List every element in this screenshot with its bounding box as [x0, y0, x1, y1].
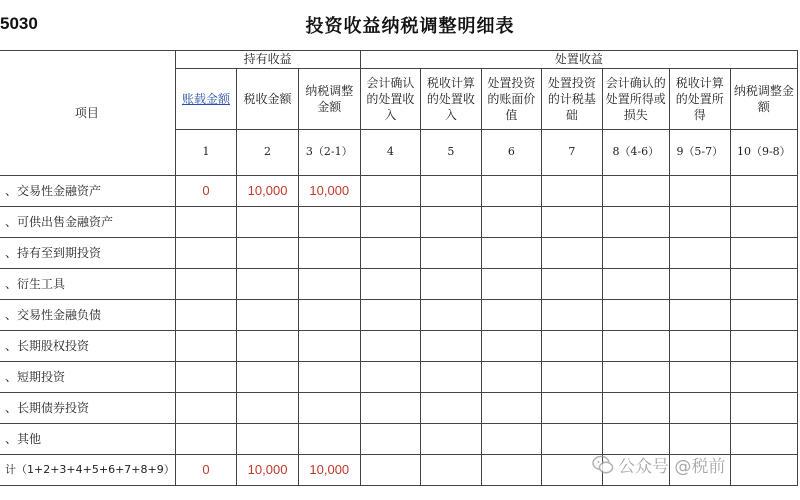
cell-value	[175, 300, 236, 331]
wechat-icon	[592, 455, 614, 475]
row-label: 、长期债券投资	[0, 393, 175, 424]
cell-empty	[360, 176, 421, 207]
cell-empty	[421, 455, 482, 486]
cell-empty	[602, 331, 669, 362]
cell-value	[298, 300, 360, 331]
cell-empty	[542, 269, 603, 300]
header-col-6: 处置投资的账面价值	[481, 69, 542, 130]
cell-empty	[602, 424, 669, 455]
header-col-9: 税收计算的处置所得	[669, 69, 730, 130]
cell-empty	[669, 176, 730, 207]
cell-empty	[360, 300, 421, 331]
cell-empty	[602, 269, 669, 300]
cell-value	[175, 269, 236, 300]
header-col-8: 会计确认的处置所得或损失	[602, 69, 669, 130]
header-col-3: 纳税调整金额	[298, 69, 360, 130]
cell-empty	[669, 207, 730, 238]
col-number-6: 6	[481, 130, 542, 176]
row-label: 、其他	[0, 424, 175, 455]
header-col-5: 税收计算的处置收入	[421, 69, 482, 130]
cell-value	[298, 238, 360, 269]
cell-empty	[421, 362, 482, 393]
cell-value	[298, 424, 360, 455]
row-label: 、交易性金融负债	[0, 300, 175, 331]
cell-empty	[481, 424, 542, 455]
header-col-1: 账载金额	[175, 69, 236, 130]
cell-empty	[481, 455, 542, 486]
cell-empty	[360, 331, 421, 362]
row-label: 、短期投资	[0, 362, 175, 393]
cell-empty	[730, 393, 797, 424]
cell-empty	[669, 362, 730, 393]
row-label: 计（1+2+3+4+5+6+7+8+9）	[0, 455, 175, 486]
cell-empty	[669, 393, 730, 424]
cell-empty	[730, 331, 797, 362]
header-group-hold: 持有收益	[175, 51, 360, 69]
cell-empty	[481, 269, 542, 300]
cell-empty	[602, 300, 669, 331]
cell-value	[298, 331, 360, 362]
cell-empty	[542, 238, 603, 269]
cell-empty	[360, 269, 421, 300]
cell-empty	[730, 455, 797, 486]
cell-empty	[360, 207, 421, 238]
cell-empty	[602, 207, 669, 238]
table-row	[0, 207, 798, 238]
cell-empty	[669, 269, 730, 300]
cell-empty	[360, 238, 421, 269]
row-label: 、持有至到期投资	[0, 238, 175, 269]
table-row	[0, 238, 798, 269]
cell-value	[298, 362, 360, 393]
cell-value	[237, 362, 299, 393]
cell-empty	[481, 362, 542, 393]
cell-empty	[481, 176, 542, 207]
table-row	[0, 424, 798, 455]
cell-empty	[421, 207, 482, 238]
tax-adjustment-table	[0, 50, 798, 486]
cell-value	[175, 238, 236, 269]
header-col-4: 会计确认的处置收入	[360, 69, 421, 130]
col-number-7: 7	[542, 130, 603, 176]
cell-value	[175, 393, 236, 424]
col-number-4: 4	[360, 130, 421, 176]
cell-value: 0	[175, 455, 236, 486]
cell-value: 10,000	[298, 455, 360, 486]
cell-empty	[730, 176, 797, 207]
cell-empty	[421, 176, 482, 207]
cell-empty	[360, 455, 421, 486]
cell-value	[298, 269, 360, 300]
cell-empty	[360, 424, 421, 455]
cell-empty	[542, 362, 603, 393]
cell-empty	[669, 238, 730, 269]
cell-value: 10,000	[298, 176, 360, 207]
cell-empty	[421, 269, 482, 300]
cell-empty	[730, 300, 797, 331]
header-col-2: 税收金额	[237, 69, 299, 130]
cell-value	[237, 424, 299, 455]
cell-empty	[669, 300, 730, 331]
cell-empty	[730, 238, 797, 269]
cell-empty	[481, 393, 542, 424]
cell-empty	[730, 207, 797, 238]
cell-empty	[481, 207, 542, 238]
cell-value: 10,000	[237, 176, 299, 207]
cell-value	[175, 362, 236, 393]
cell-empty	[602, 393, 669, 424]
cell-empty	[542, 176, 603, 207]
cell-value	[175, 331, 236, 362]
table-row	[0, 331, 798, 362]
col-number-1: 1	[175, 130, 236, 176]
cell-empty	[542, 393, 603, 424]
cell-empty	[421, 331, 482, 362]
cell-empty	[669, 331, 730, 362]
cell-empty	[481, 238, 542, 269]
cell-empty	[481, 300, 542, 331]
row-label: 、交易性金融资产	[0, 176, 175, 207]
watermark	[592, 452, 725, 477]
cell-value	[237, 393, 299, 424]
cell-empty	[542, 331, 603, 362]
table-row	[0, 393, 798, 424]
watermark-text: 公众号 @税前	[618, 457, 726, 477]
cell-empty	[669, 424, 730, 455]
cell-empty	[730, 269, 797, 300]
cell-empty	[542, 424, 603, 455]
table-row	[0, 176, 798, 207]
col-number-2: 2	[237, 130, 299, 176]
cell-empty	[602, 362, 669, 393]
table-row	[0, 362, 798, 393]
cell-empty	[421, 238, 482, 269]
cell-empty	[421, 393, 482, 424]
col-number-3: 3（2-1）	[298, 130, 360, 176]
cell-empty	[602, 176, 669, 207]
col-number-5: 5	[421, 130, 482, 176]
col-number-10: 10（9-8）	[730, 130, 797, 176]
table-row	[0, 300, 798, 331]
form-code: 5030	[0, 14, 38, 33]
cell-value	[237, 269, 299, 300]
cell-value: 10,000	[237, 455, 299, 486]
cell-empty	[481, 331, 542, 362]
cell-value	[175, 207, 236, 238]
cell-empty	[730, 362, 797, 393]
cell-empty	[602, 238, 669, 269]
col-number-8: 8（4-6）	[602, 130, 669, 176]
cell-value: 0	[175, 176, 236, 207]
row-label: 、衍生工具	[0, 269, 175, 300]
row-label: 、长期股权投资	[0, 331, 175, 362]
cell-empty	[542, 300, 603, 331]
cell-empty	[421, 424, 482, 455]
cell-value	[237, 207, 299, 238]
cell-empty	[360, 393, 421, 424]
header-col-7: 处置投资的计税基础	[542, 69, 603, 130]
row-label: 、可供出售金融资产	[0, 207, 175, 238]
header-group-dispose: 处置收益	[360, 51, 797, 69]
cell-empty	[421, 300, 482, 331]
cell-empty	[360, 362, 421, 393]
cell-value	[237, 331, 299, 362]
cell-value	[298, 393, 360, 424]
cell-value	[298, 207, 360, 238]
cell-value	[175, 424, 236, 455]
cell-empty	[730, 424, 797, 455]
table-row	[0, 269, 798, 300]
page-title: 投资收益纳税调整明细表	[305, 16, 515, 37]
header-item: 项目	[0, 51, 175, 176]
cell-empty	[542, 207, 603, 238]
col-number-9: 9（5-7）	[669, 130, 730, 176]
cell-value	[237, 300, 299, 331]
cell-value	[237, 238, 299, 269]
header-col-10: 纳税调整金额	[730, 69, 797, 130]
